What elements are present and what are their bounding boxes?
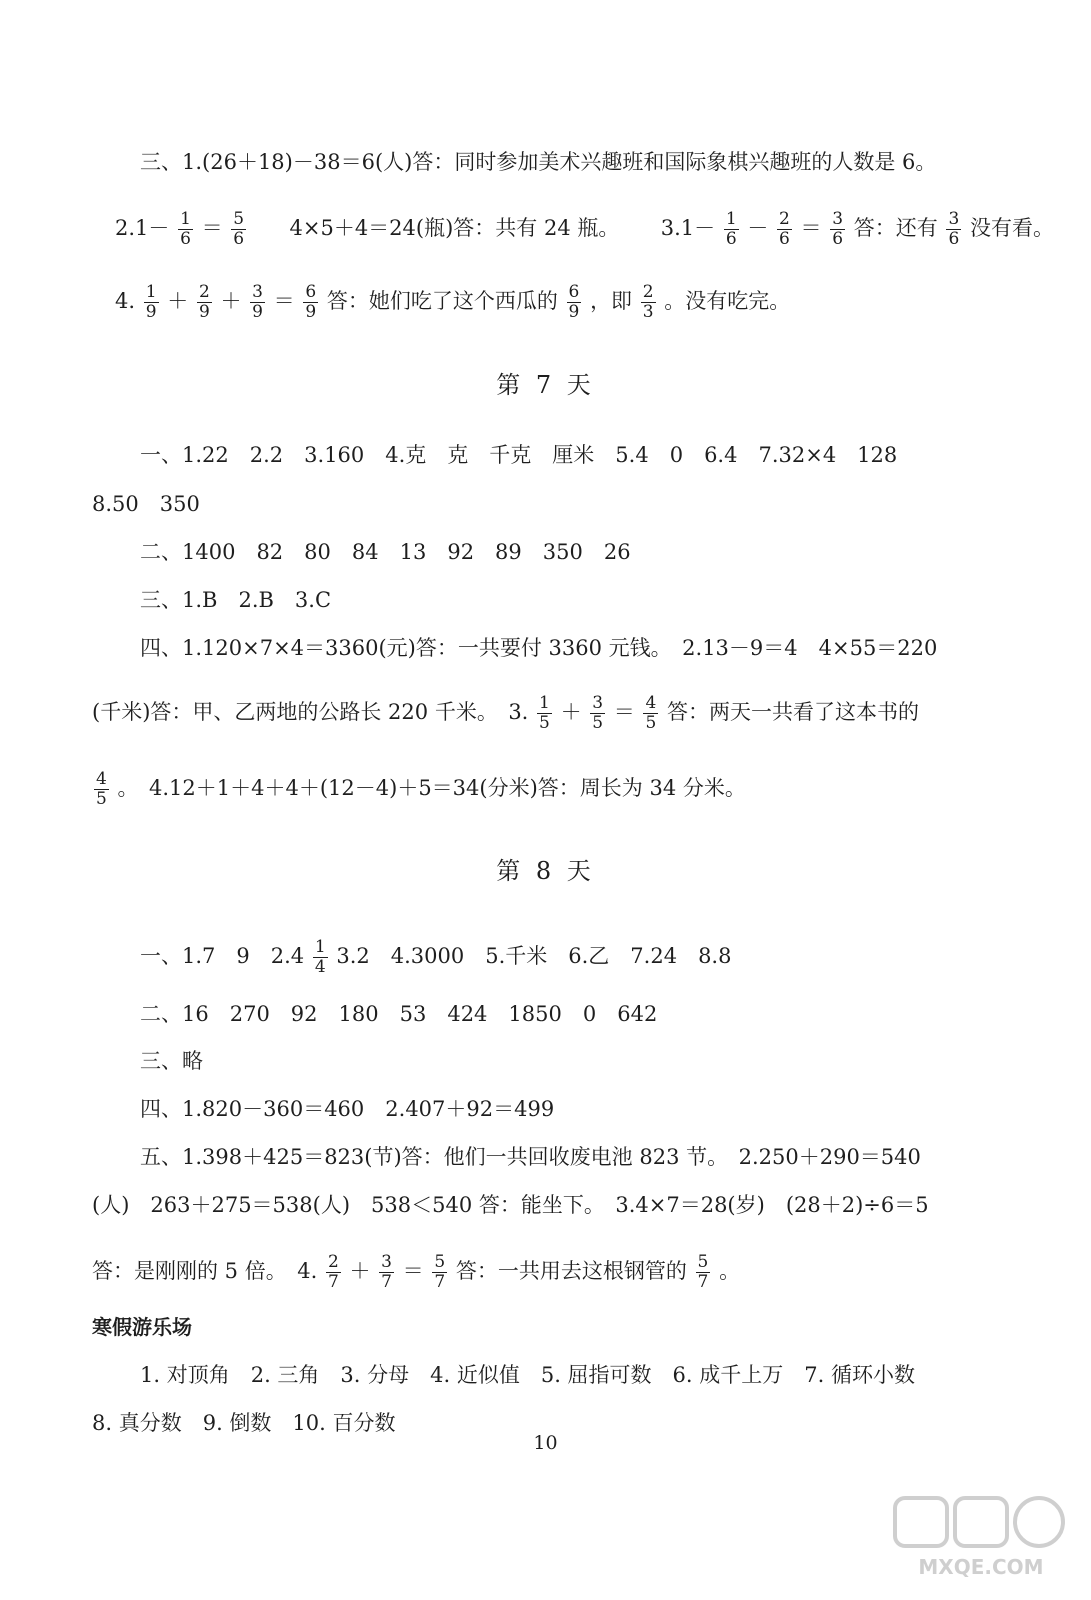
- section-heading-playground: 寒假游乐场: [92, 1315, 192, 1339]
- fraction: $\frac{3}{7}$: [381, 1252, 392, 1292]
- fraction: $\frac{4}{5}$: [645, 693, 657, 733]
- answer-text: 4×5＋4＝24(瓶)答：共有 24 瓶。: [289, 216, 620, 240]
- answer-line: [140, 538, 1060, 566]
- fraction: $\frac{6}{9}$: [568, 282, 580, 322]
- answer-text: ＋: [167, 289, 189, 313]
- answer-line: [92, 1253, 1052, 1292]
- answer-text: ，即: [590, 289, 633, 313]
- answer-text: 4.: [115, 289, 136, 313]
- answer-text: 。: [719, 1259, 741, 1283]
- answer-line: [92, 770, 1052, 809]
- answer-text: 答：是刚刚的 5 倍。 4.: [92, 1259, 318, 1283]
- answer-text: 8.50 350: [92, 492, 200, 516]
- answer-text: 8. 真分数 9. 倒数 10. 百分数: [92, 1411, 396, 1435]
- answer-line: [140, 1000, 1060, 1028]
- answer-line: [115, 210, 1075, 249]
- answer-text: 没有看。: [969, 216, 1054, 240]
- answer-text: 三、略: [140, 1049, 203, 1073]
- answer-text: 。 4.12＋1＋4＋4＋(12－4)＋5＝34(分米)答：周长为 34 分米。: [117, 776, 746, 800]
- answer-text: (人) 263＋275＝538(人) 538＜540 答：能坐下。 3.4×7＝28(岁) (28＋2)÷6＝5: [92, 1193, 929, 1217]
- answer-line: [140, 148, 1060, 176]
- answer-text: 四、1.820－360＝460 2.407＋92＝499: [140, 1097, 555, 1121]
- answer-text: 答：她们吃了这个西瓜的: [326, 289, 558, 313]
- answer-text: 一、1.7 9 2.4: [140, 944, 305, 968]
- answer-text: 3.2 4.3000 5.千米 6.乙 7.24 8.8: [336, 944, 732, 968]
- answer-line: [140, 441, 1060, 469]
- fraction: $\frac{1}{4}$: [314, 937, 326, 977]
- answer-text: ＝: [402, 1259, 424, 1283]
- answer-text: 答：还有: [853, 216, 938, 240]
- answer-text: 。没有吃完。: [664, 289, 791, 313]
- fraction: $\frac{3}{6}$: [948, 209, 960, 249]
- answer-text: ＋: [560, 700, 582, 724]
- fraction: $\frac{3}{9}$: [252, 282, 263, 322]
- fraction: $\frac{3}{6}$: [832, 209, 844, 249]
- fraction: $\frac{5}{7}$: [697, 1252, 709, 1292]
- answer-line: [140, 1143, 1060, 1171]
- fraction: $\frac{2}{6}$: [779, 209, 790, 249]
- answer-text: 三、1.(26＋18)－38＝6(人)答：同时参加美术兴趣班和国际象棋兴趣班的人数是 6。: [140, 150, 937, 174]
- fraction: $\frac{6}{9}$: [305, 282, 317, 322]
- answer-line: [115, 283, 1035, 322]
- answer-text: ＋: [220, 289, 242, 313]
- fraction: $\frac{2}{7}$: [327, 1252, 339, 1292]
- fraction: $\frac{1}{6}$: [180, 209, 191, 249]
- answer-line: [140, 634, 1060, 662]
- answer-text: 答：两天一共看了这本书的: [666, 700, 919, 724]
- answer-line: [140, 938, 1060, 977]
- answer-text: －: [747, 216, 769, 240]
- fraction: $\frac{2}{9}$: [198, 282, 210, 322]
- answer-text: (千米)答：甲、乙两地的公路长 220 千米。 3.: [92, 700, 529, 724]
- answer-line: [140, 1047, 1060, 1075]
- answer-text: ＝: [201, 216, 223, 240]
- answer-text: 五、1.398＋425＝823(节)答：他们一共回收废电池 823 节。 2.250＋290＝540: [140, 1145, 921, 1169]
- fraction: $\frac{5}{7}$: [434, 1252, 446, 1292]
- fraction: $\frac{4}{5}$: [96, 769, 107, 809]
- fraction: $\frac{5}{6}$: [233, 209, 245, 249]
- section-heading-day7: 第 7 天: [496, 371, 595, 399]
- answer-text: 1. 对顶角 2. 三角 3. 分母 4. 近似值 5. 屈指可数 6. 成千上万 7. 循环小数: [140, 1363, 915, 1387]
- answer-text: ＝: [800, 216, 822, 240]
- fraction: $\frac{1}{6}$: [725, 209, 737, 249]
- answer-text: 二、1400 82 80 84 13 92 89 350 26: [140, 540, 631, 564]
- answer-line: [92, 694, 1052, 733]
- fraction: $\frac{1}{9}$: [145, 282, 157, 322]
- answer-text: 四、1.120×7×4＝3360(元)答：一共要付 3360 元钱。 2.13－9＝4 4×55＝220: [140, 636, 938, 660]
- answer-text: ＝: [613, 700, 635, 724]
- answer-text: ＝: [273, 289, 295, 313]
- fraction: $\frac{3}{5}$: [592, 693, 604, 733]
- section-heading-day8: 第 8 天: [496, 857, 595, 885]
- answer-line: [140, 1361, 1060, 1389]
- svg-text:MXQE.COM: MXQE.COM: [918, 1555, 1044, 1579]
- answer-text: ＋: [349, 1259, 371, 1283]
- page-number: 10: [533, 1432, 558, 1454]
- answer-text: 答：一共用去这根钢管的: [455, 1259, 687, 1283]
- watermark-logo: [891, 1492, 1071, 1582]
- fraction: $\frac{2}{3}$: [642, 282, 654, 322]
- answer-text: 一、1.22 2.2 3.160 4.克 克 千克 厘米 5.4 0 6.4 7.32×4 128: [140, 443, 898, 467]
- answer-text: 二、16 270 92 180 53 424 1850 0 642: [140, 1002, 658, 1026]
- answer-text: 2.1－: [115, 216, 170, 240]
- answer-line: [92, 490, 1052, 518]
- fraction: $\frac{1}{5}$: [539, 693, 550, 733]
- answer-line: [140, 586, 1060, 614]
- answer-text: 3.1－: [660, 216, 716, 240]
- answer-text: 三、1.B 2.B 3.C: [140, 588, 332, 612]
- answer-line: [140, 1095, 1060, 1123]
- answer-line: [92, 1191, 1052, 1219]
